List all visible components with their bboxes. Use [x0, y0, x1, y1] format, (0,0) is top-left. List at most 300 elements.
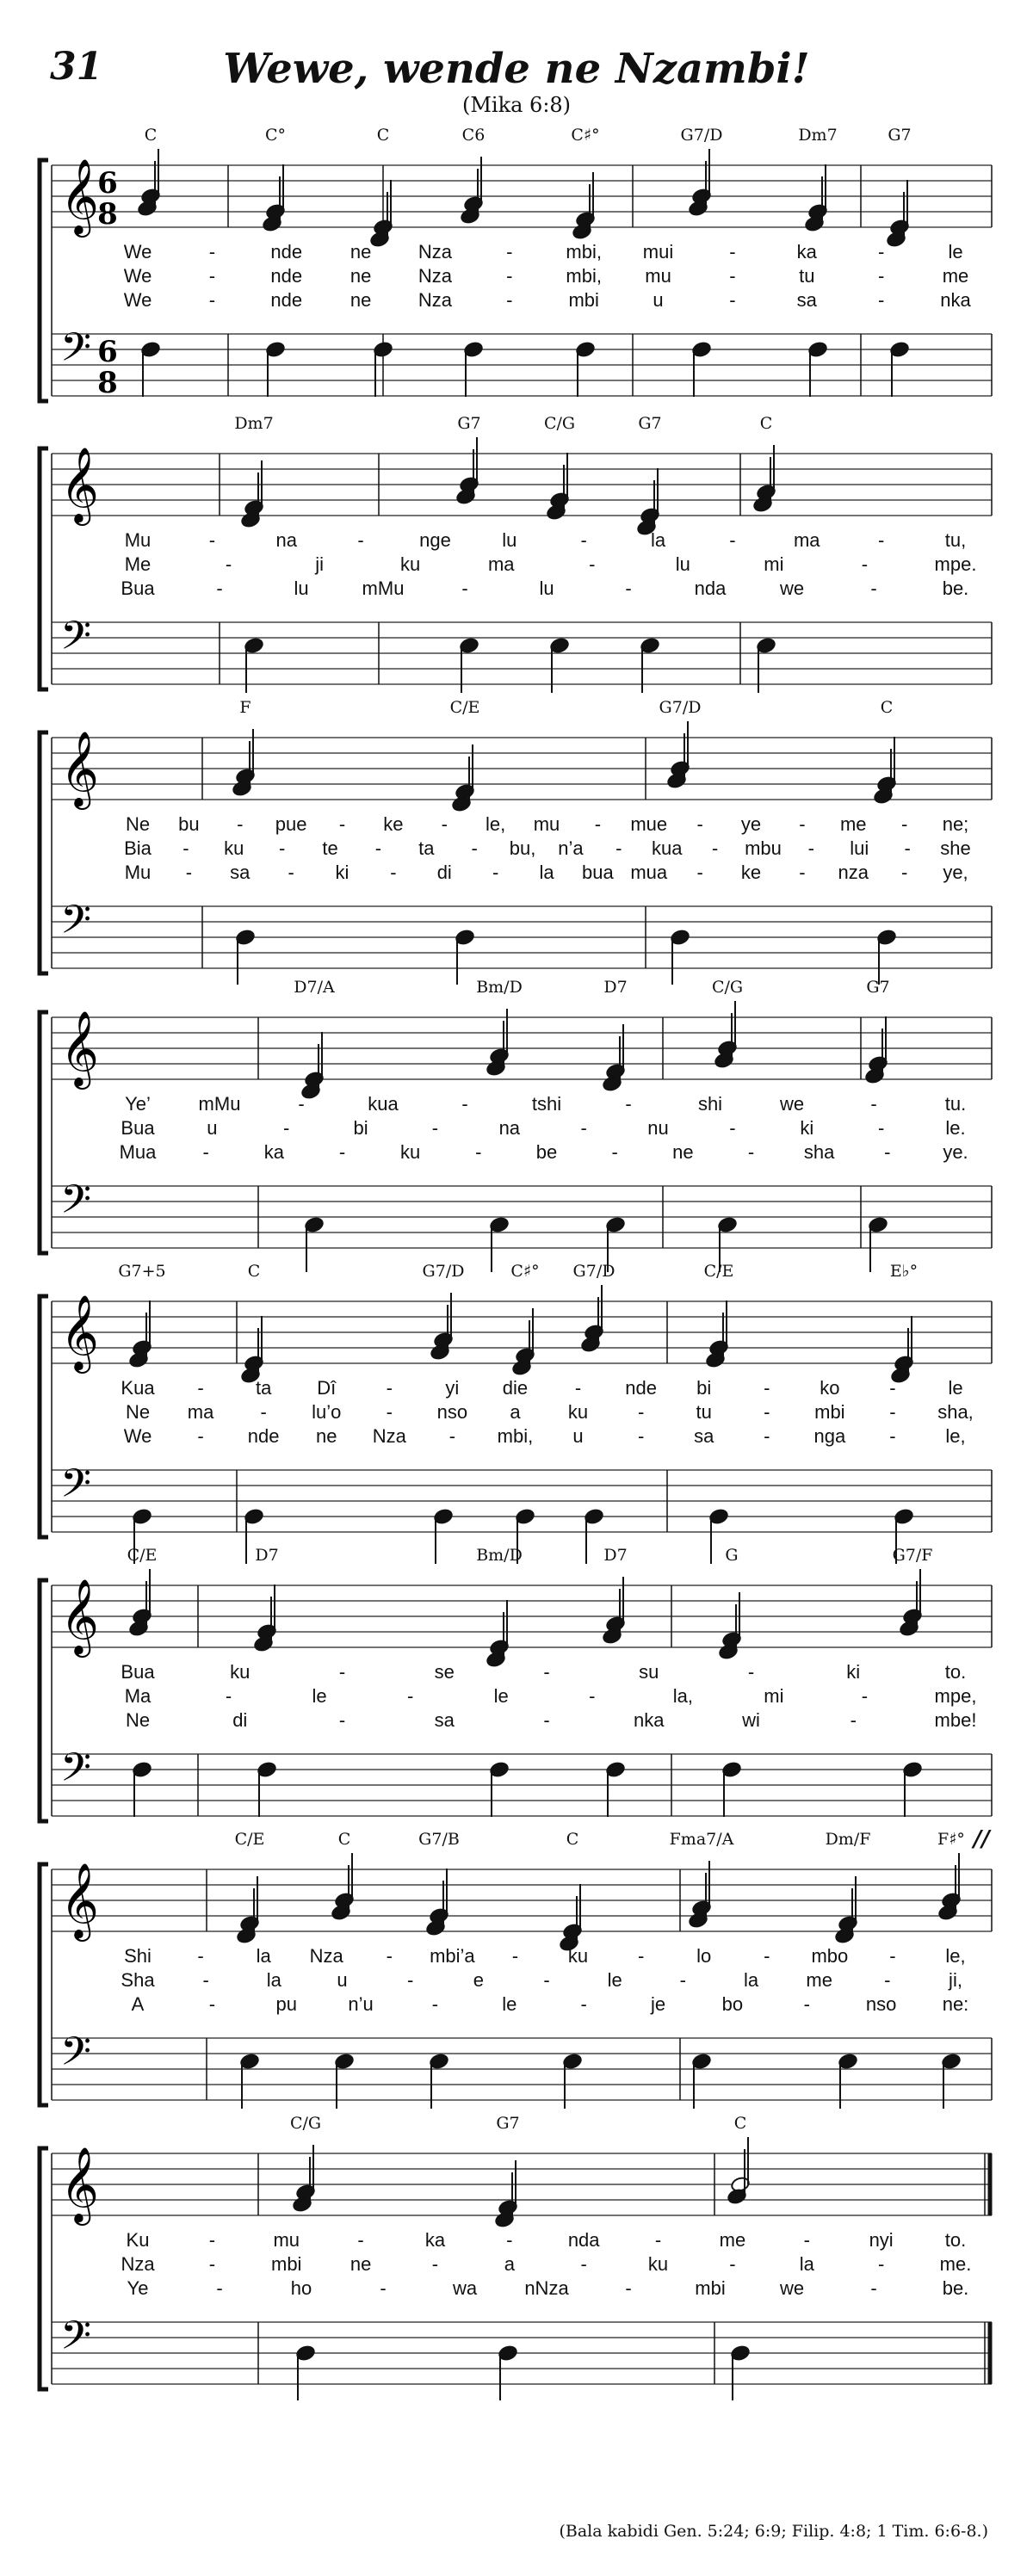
- bass-note-icon: [807, 341, 828, 397]
- lyric-syllable: Bua: [121, 1661, 155, 1683]
- lyric-syllable: bu: [178, 813, 200, 835]
- treble-note-icon: [804, 176, 825, 232]
- bass-staff: [52, 1177, 992, 1248]
- syllable-hyphen: -: [889, 1377, 896, 1399]
- lyric-syllable: ne: [672, 1141, 694, 1163]
- chord-symbol: G7: [638, 414, 662, 433]
- chord-symbol: C: [566, 1830, 579, 1849]
- lyric-syllable: Shi: [124, 1945, 152, 1967]
- treble-note-icon: [132, 1300, 152, 1356]
- syllable-hyphen: -: [506, 265, 513, 287]
- lyric-syllable: mbi: [695, 2277, 726, 2299]
- lyric-syllable: be.: [942, 2277, 969, 2299]
- treble-note-icon: [941, 1853, 962, 1909]
- bass-note-icon: [670, 929, 690, 985]
- syllable-hyphen: -: [637, 1425, 645, 1447]
- bass-clef-icon: 𝄢: [60, 324, 92, 380]
- lyric-syllable: n’u: [348, 1993, 374, 2015]
- treble-staff: [52, 730, 992, 810]
- lyric-syllable: n’a: [558, 837, 584, 859]
- lyric-syllable: nka: [634, 1709, 665, 1731]
- treble-note-icon: [807, 164, 828, 220]
- lyric-verse-1: [0, 1093, 1033, 1119]
- syllable-hyphen: -: [729, 265, 736, 287]
- lyric-syllable: le: [948, 241, 963, 263]
- lyric-syllable: mMu: [362, 578, 405, 599]
- syllable-hyphen: -: [900, 813, 908, 835]
- lyric-syllable: lu: [294, 578, 309, 599]
- syllable-hyphen: -: [615, 837, 622, 859]
- treble-note-icon: [717, 1001, 738, 1057]
- lyric-syllable: le: [607, 1969, 622, 1991]
- lyric-verse-2: [0, 1969, 1033, 1995]
- syllable-hyphen: -: [506, 289, 513, 311]
- lyric-verse-3: [0, 578, 1033, 603]
- lyric-syllable: mui: [642, 241, 674, 263]
- lyric-syllable: ji: [315, 553, 324, 575]
- lyric-syllable: lo: [696, 1945, 712, 1967]
- lyric-syllable: le: [502, 1993, 517, 2015]
- bass-note-icon: [235, 929, 256, 985]
- lyric-syllable: ku: [400, 1141, 421, 1163]
- syllable-hyphen: -: [202, 1141, 209, 1163]
- syllable-hyphen: -: [696, 862, 703, 883]
- syllable-hyphen: -: [197, 1425, 204, 1447]
- lyric-verse-3: [0, 862, 1033, 887]
- syllable-hyphen: -: [283, 1117, 290, 1139]
- chord-symbol: C: [247, 1262, 261, 1281]
- lyric-verse-2: [0, 553, 1033, 579]
- lyric-syllable: be: [535, 1141, 558, 1163]
- lyric-syllable: me: [719, 2229, 746, 2251]
- bass-note-icon: [902, 1761, 923, 1817]
- chord-symbol: D7: [603, 1546, 628, 1565]
- lyric-syllable: mbi: [270, 2253, 302, 2275]
- syllable-hyphen: -: [208, 241, 216, 263]
- syllable-hyphen: -: [625, 578, 632, 599]
- bass-note-icon: [489, 1216, 510, 1272]
- syllable-hyphen: -: [208, 2253, 216, 2275]
- bass-note-icon: [876, 929, 897, 985]
- treble-note-icon: [688, 161, 708, 217]
- syllable-hyphen: -: [338, 1661, 346, 1683]
- lyric-syllable: ye: [740, 813, 762, 835]
- treble-note-icon: [864, 1029, 885, 1084]
- syllable-hyphen: -: [711, 837, 719, 859]
- bass-note-icon: [304, 1216, 325, 1272]
- hymn-number: 31: [50, 45, 103, 89]
- syllable-hyphen: -: [889, 1425, 896, 1447]
- lyric-syllable: nda: [694, 578, 727, 599]
- lyric-syllable: ne: [349, 265, 372, 287]
- syllable-hyphen: -: [543, 1969, 550, 1991]
- lyric-syllable: ne: [349, 2253, 372, 2275]
- lyric-syllable: ku: [224, 837, 244, 859]
- bass-note-icon: [463, 341, 484, 397]
- lyric-syllable: ne: [349, 241, 372, 263]
- bass-note-icon: [489, 1761, 510, 1817]
- treble-note-icon: [429, 1869, 449, 1924]
- lyric-syllable: pue: [275, 813, 307, 835]
- treble-note-icon: [886, 192, 906, 248]
- lyric-verse-3: [0, 2277, 1033, 2303]
- lyric-syllable: Nza: [309, 1945, 343, 1967]
- music-system: [0, 698, 1033, 1011]
- syllable-hyphen: -: [475, 1141, 482, 1163]
- treble-note-icon: [902, 1569, 923, 1625]
- treble-note-icon: [562, 1884, 583, 1940]
- chord-symbol: G: [725, 1546, 739, 1565]
- syllable-hyphen: -: [380, 2277, 387, 2299]
- syllable-hyphen: -: [900, 862, 908, 883]
- syllable-hyphen: -: [877, 241, 885, 263]
- treble-note-icon: [894, 1316, 914, 1372]
- bass-staff: [52, 613, 992, 684]
- syllable-hyphen: -: [861, 1685, 869, 1707]
- lyric-syllable: Ye’: [125, 1093, 151, 1115]
- treble-note-icon: [489, 1600, 510, 1656]
- lyric-syllable: la,: [672, 1685, 693, 1707]
- lyric-syllable: la: [799, 2253, 814, 2275]
- treble-note-icon: [304, 1032, 325, 1088]
- lyric-syllable: nge: [419, 529, 451, 551]
- chord-symbol: G7/D: [659, 698, 702, 717]
- syllable-hyphen: -: [288, 862, 294, 883]
- syllable-hyphen: -: [807, 837, 815, 859]
- lyric-syllable: me: [806, 1969, 832, 1991]
- lyric-syllable: nde: [625, 1377, 657, 1399]
- lyric-syllable: ki: [800, 1117, 814, 1139]
- syllable-hyphen: -: [461, 1093, 468, 1115]
- lyric-syllable: Dî: [317, 1377, 337, 1399]
- lyric-syllable: mbi,: [566, 265, 602, 287]
- lyric-syllable: ke: [383, 813, 404, 835]
- lyric-syllable: Bia: [124, 837, 152, 859]
- lyric-syllable: mbi,: [566, 241, 602, 263]
- syllable-hyphen: -: [471, 837, 478, 859]
- chord-symbol: C: [144, 126, 158, 145]
- lyric-syllable: Mua: [119, 1141, 157, 1163]
- lyric-syllable: ne;: [942, 813, 969, 835]
- music-system: [0, 1262, 1033, 1575]
- chord-symbol: C/E: [703, 1262, 734, 1281]
- bass-staff: [52, 324, 992, 396]
- lyric-syllable: Ku: [126, 2229, 150, 2251]
- chord-symbol: C: [733, 2114, 747, 2133]
- lyric-syllable: ka: [263, 1141, 284, 1163]
- lyric-syllable: we: [779, 578, 805, 599]
- treble-clef-icon: 𝄞: [60, 1862, 99, 1938]
- syllable-hyphen: -: [870, 1093, 877, 1115]
- bass-clef-icon: 𝄢: [60, 2029, 92, 2085]
- treble-note-icon: [244, 1316, 264, 1372]
- lyric-syllable: mbu: [745, 837, 782, 859]
- lyric-syllable: a: [510, 1401, 521, 1423]
- footnote: (Bala kabidi Gen. 5:24; 6:9; Filip. 4:8; 1 Tim. 6:6-8.): [559, 2522, 988, 2541]
- bass-note-icon: [575, 341, 596, 397]
- syllable-hyphen: -: [877, 2253, 885, 2275]
- treble-note-icon: [300, 1044, 321, 1100]
- lyric-verse-3: [0, 1709, 1033, 1735]
- syllable-hyphen: -: [654, 2229, 662, 2251]
- lyric-syllable: sa: [694, 1425, 714, 1447]
- treble-note-icon: [708, 1300, 729, 1356]
- lyric-syllable: le,: [486, 813, 506, 835]
- syllable-hyphen: -: [431, 1117, 439, 1139]
- bass-staff: [52, 2313, 992, 2384]
- lyric-syllable: Ne: [125, 813, 151, 835]
- syllable-hyphen: -: [594, 813, 602, 835]
- lyric-verse-2: [0, 1117, 1033, 1143]
- music-system: [0, 414, 1033, 727]
- chord-symbol: Dm7: [234, 414, 274, 433]
- treble-clef-icon: 𝄞: [60, 2146, 99, 2222]
- lyric-syllable: la: [743, 1969, 759, 1991]
- lyric-syllable: ku: [400, 553, 421, 575]
- syllable-hyphen: -: [764, 1377, 770, 1399]
- syllable-hyphen: -: [799, 813, 806, 835]
- lyric-syllable: mbi: [568, 289, 599, 311]
- chord-symbol: G7/D: [422, 1262, 465, 1281]
- chord-symbol: C/G: [543, 414, 576, 433]
- lyric-syllable: she: [940, 837, 971, 859]
- treble-note-icon: [549, 453, 570, 509]
- treble-note-icon: [546, 465, 566, 521]
- syllable-hyphen: -: [696, 813, 703, 835]
- syllable-hyphen: -: [589, 553, 596, 575]
- treble-note-icon: [559, 1896, 579, 1952]
- lyric-syllable: e: [473, 1969, 484, 1991]
- lyric-verse-1: [0, 529, 1033, 555]
- syllable-hyphen: -: [208, 1993, 216, 2015]
- lyric-syllable: tshi: [531, 1093, 562, 1115]
- lyric-syllable: di: [436, 862, 452, 883]
- syllable-hyphen: -: [357, 2229, 364, 2251]
- treble-note-icon: [691, 149, 712, 205]
- treble-note-icon: [937, 1865, 958, 1921]
- treble-note-icon: [425, 1881, 446, 1937]
- lyric-syllable: nso: [436, 1401, 468, 1423]
- syllable-hyphen: -: [884, 1141, 891, 1163]
- lyric-syllable: ma: [793, 529, 820, 551]
- syllable-hyphen: -: [406, 1969, 414, 1991]
- treble-clef-icon: 𝄞: [60, 158, 99, 234]
- lyric-syllable: u: [572, 1425, 584, 1447]
- lyric-syllable: Nza: [418, 265, 453, 287]
- lyric-syllable: tu: [696, 1401, 712, 1423]
- treble-note-icon: [670, 721, 690, 777]
- treble-note-icon: [876, 737, 897, 793]
- lyric-syllable: ne: [315, 1425, 337, 1447]
- lyric-verse-2: [0, 2253, 1033, 2279]
- lyric-syllable: ji,: [949, 1969, 962, 1991]
- syllable-hyphen: -: [386, 1377, 393, 1399]
- syllable-hyphen: -: [803, 2229, 810, 2251]
- treble-note-icon: [636, 480, 657, 536]
- lyric-syllable: Nza: [121, 2253, 155, 2275]
- bass-staff: [52, 897, 992, 968]
- syllable-hyphen: -: [225, 553, 232, 575]
- treble-note-icon: [889, 180, 910, 236]
- bass-clef-icon: 𝄢: [60, 2313, 92, 2369]
- syllable-hyphen: -: [729, 2253, 736, 2275]
- treble-note-icon: [369, 192, 390, 248]
- lyric-syllable: le.: [945, 1117, 966, 1139]
- bass-note-icon: [691, 341, 712, 397]
- lyric-syllable: se: [434, 1661, 455, 1683]
- syllable-hyphen: -: [679, 1969, 686, 1991]
- chord-symbol: C♯°: [571, 126, 600, 145]
- lyric-syllable: tu,: [944, 529, 967, 551]
- syllable-hyphen: -: [386, 1945, 393, 1967]
- lyric-syllable: nNza: [524, 2277, 569, 2299]
- chord-symbol: G7: [496, 2114, 520, 2133]
- lyric-syllable: mbi,: [497, 1425, 534, 1447]
- chord-symbol: D7: [603, 978, 628, 997]
- lyric-syllable: sa: [434, 1709, 455, 1731]
- lyric-syllable: ku: [647, 2253, 669, 2275]
- hymn-header: [0, 0, 1033, 129]
- treble-note-icon: [331, 1865, 351, 1921]
- lyric-syllable: ma: [487, 553, 515, 575]
- syllable-hyphen: -: [861, 553, 869, 575]
- chord-symbol: G7: [888, 126, 912, 145]
- lyric-syllable: mue: [630, 813, 668, 835]
- lyric-syllable: ku: [567, 1945, 589, 1967]
- syllable-hyphen: -: [431, 1993, 439, 2015]
- lyric-syllable: bu,: [509, 837, 536, 859]
- lyric-syllable: mu: [645, 265, 671, 287]
- syllable-hyphen: -: [543, 1709, 550, 1731]
- lyric-syllable: tu: [799, 265, 815, 287]
- lyric-syllable: ki: [335, 862, 349, 883]
- chord-symbol: C/G: [711, 978, 744, 997]
- chord-symbol: G7: [866, 978, 890, 997]
- lyric-syllable: mMu: [198, 1093, 241, 1115]
- lyric-syllable: na: [498, 1117, 521, 1139]
- lyric-syllable: We: [123, 241, 152, 263]
- syllable-hyphen: -: [889, 1945, 896, 1967]
- treble-staff: [52, 2146, 992, 2226]
- lyric-syllable: nyi: [869, 2229, 894, 2251]
- syllable-hyphen: -: [208, 289, 216, 311]
- treble-staff: [52, 1578, 992, 1658]
- bass-note-icon: [889, 341, 910, 397]
- lyric-syllable: u: [337, 1969, 348, 1991]
- syllable-hyphen: -: [338, 1709, 346, 1731]
- syllable-hyphen: -: [386, 1401, 393, 1423]
- chord-symbol: C/E: [234, 1830, 265, 1849]
- treble-note-icon: [580, 1297, 601, 1353]
- lyric-verse-3: [0, 1141, 1033, 1167]
- lyric-syllable: Nza: [418, 289, 453, 311]
- syllable-hyphen: -: [338, 813, 346, 835]
- chord-symbol: E♭°: [889, 1262, 919, 1281]
- lyric-syllable: nda: [567, 2229, 600, 2251]
- lyric-syllable: u: [653, 289, 664, 311]
- syllable-hyphen: -: [298, 1093, 305, 1115]
- syllable-hyphen: -: [764, 1401, 770, 1423]
- lyric-syllable: me.: [939, 2253, 972, 2275]
- lyric-syllable: die: [502, 1377, 529, 1399]
- syllable-hyphen: -: [448, 1425, 456, 1447]
- chord-symbol: C6: [461, 126, 486, 145]
- syllable-hyphen: -: [574, 1377, 582, 1399]
- lyric-syllable: bua: [582, 862, 614, 883]
- syllable-hyphen: -: [492, 862, 499, 883]
- syllable-hyphen: -: [374, 837, 382, 859]
- syllable-hyphen: -: [729, 529, 736, 551]
- hymn-title: Wewe, wende ne Nzambi!: [223, 45, 810, 93]
- lyric-syllable: we: [779, 2277, 805, 2299]
- lyric-syllable: Ne: [125, 1709, 151, 1731]
- treble-note-icon: [455, 449, 476, 505]
- syllable-hyphen: -: [637, 1401, 645, 1423]
- lyric-syllable: ta: [255, 1377, 272, 1399]
- chord-symbol: G7/B: [418, 1830, 460, 1849]
- syllable-hyphen: -: [431, 2253, 439, 2275]
- lyric-syllable: nde: [270, 241, 303, 263]
- lyric-syllable: mua: [630, 862, 668, 883]
- treble-note-icon: [240, 1328, 261, 1384]
- lyric-syllable: lu’o: [312, 1401, 342, 1423]
- lyric-syllable: nde: [270, 289, 303, 311]
- bass-note-icon: [265, 341, 286, 397]
- lyric-syllable: ne:: [942, 1993, 969, 2015]
- treble-note-icon: [714, 1013, 734, 1069]
- chord-symbol: C♯°: [510, 1262, 540, 1281]
- lyric-verse-1: [0, 1661, 1033, 1687]
- syllable-hyphen: -: [390, 862, 397, 883]
- syllable-hyphen: -: [182, 837, 189, 859]
- syllable-hyphen: -: [441, 813, 448, 835]
- syllable-hyphen: -: [884, 1969, 891, 1991]
- syllable-hyphen: -: [729, 241, 736, 263]
- bass-note-icon: [721, 1761, 742, 1817]
- syllable-hyphen: -: [589, 1685, 596, 1707]
- syllable-hyphen: -: [870, 2277, 877, 2299]
- lyric-syllable: kua: [368, 1093, 399, 1115]
- lyric-syllable: lu: [502, 529, 517, 551]
- chord-symbol: Bm/D: [476, 978, 523, 997]
- music-system: [0, 2114, 1033, 2427]
- lyric-verse-3: [0, 1425, 1033, 1451]
- lyric-verse-2: [0, 1685, 1033, 1711]
- treble-staff: [52, 1010, 992, 1090]
- treble-note-icon: [705, 1313, 726, 1368]
- syllable-hyphen: -: [543, 1661, 550, 1683]
- lyric-syllable: le,: [945, 1425, 966, 1447]
- lyric-syllable: me: [839, 813, 867, 835]
- syllable-hyphen: -: [506, 2229, 513, 2251]
- lyric-syllable: te: [322, 837, 338, 859]
- syllable-hyphen: -: [580, 1117, 587, 1139]
- syllable-hyphen: -: [877, 265, 885, 287]
- syllable-hyphen: -: [877, 1117, 885, 1139]
- lyric-syllable: to.: [944, 1661, 967, 1683]
- lyric-syllable: yi: [445, 1377, 460, 1399]
- syllable-hyphen: -: [237, 813, 244, 835]
- lyric-syllable: A: [131, 1993, 145, 2015]
- treble-note-icon: [730, 2137, 751, 2193]
- treble-clef-icon: 𝄞: [60, 730, 99, 806]
- syllable-hyphen: -: [764, 1945, 770, 1967]
- scripture-reference: (Mika 6:8): [461, 93, 572, 117]
- syllable-hyphen: -: [202, 1969, 209, 1991]
- chord-symbol: F♯°: [937, 1830, 965, 1849]
- treble-note-icon: [640, 468, 660, 524]
- lyric-syllable: nka: [940, 289, 971, 311]
